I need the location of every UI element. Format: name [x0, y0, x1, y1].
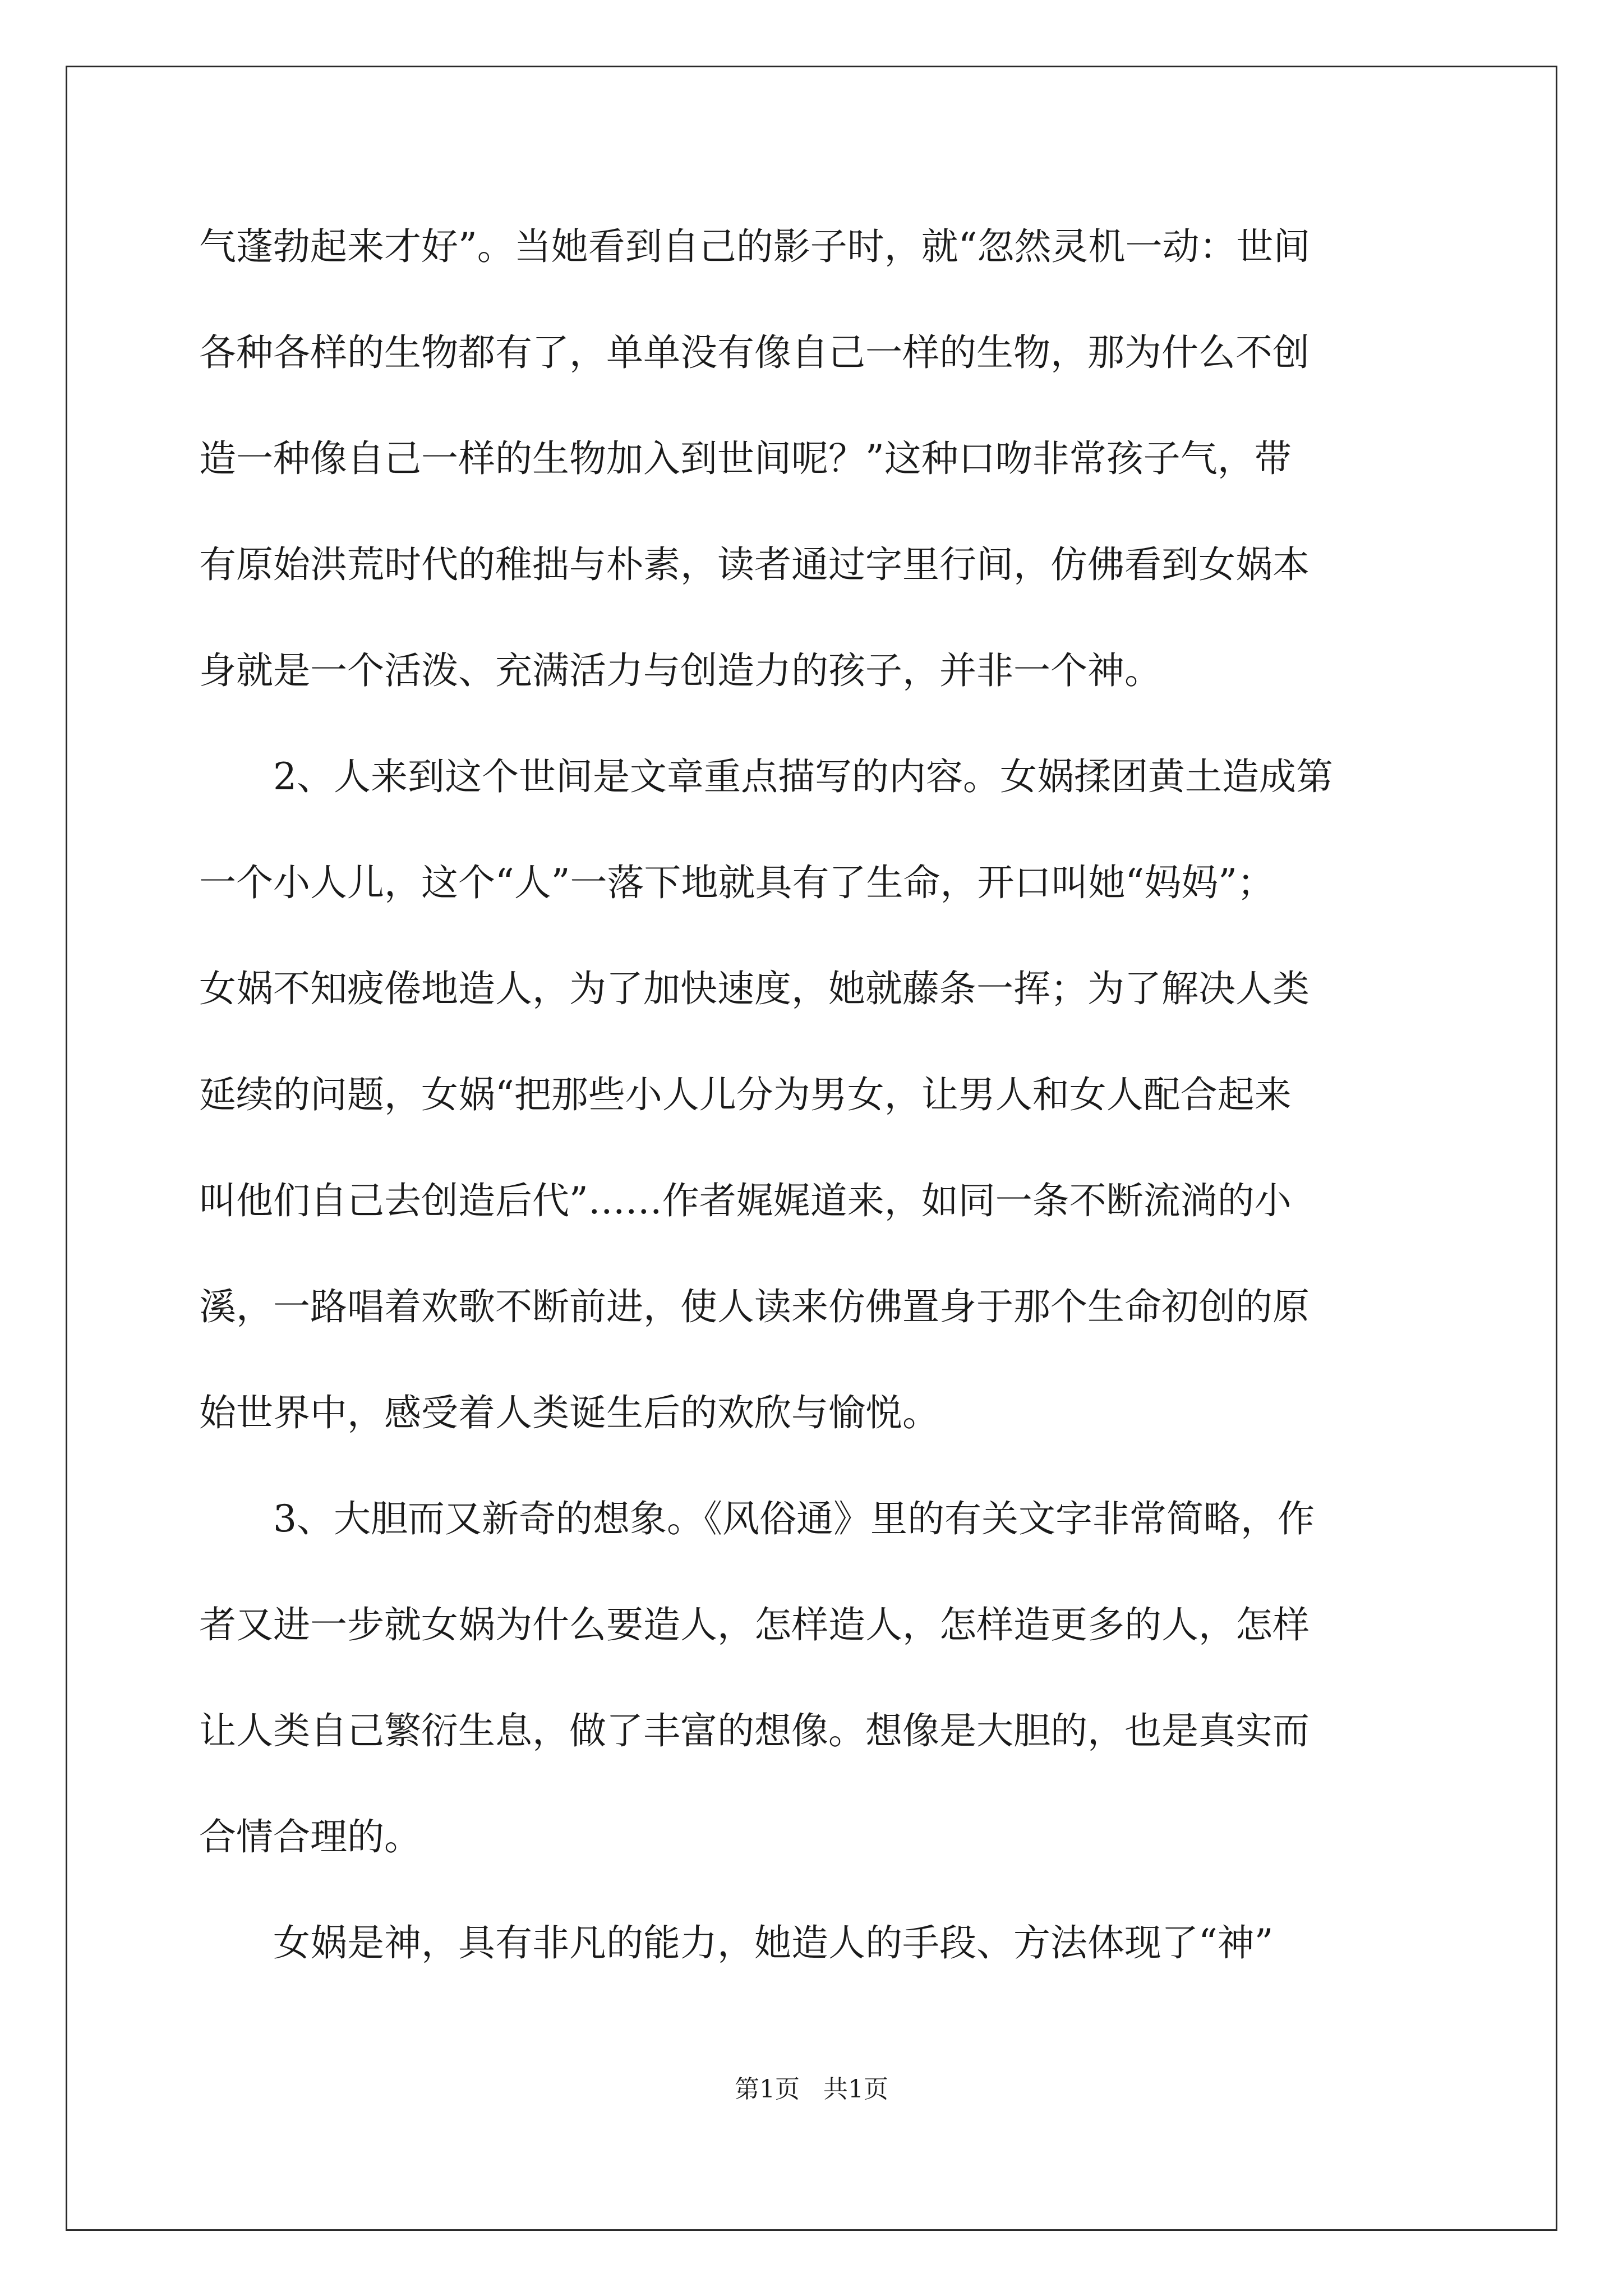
page-number-footer: 第1页 共1页	[735, 2075, 888, 2104]
text-line: 一个小人儿，这个“人”一落下地就具有了生命，开口叫她“妈妈”；	[199, 861, 1274, 904]
text-line: 造一种像自己一样的生物加入到世间呢？”这种口吻非常孩子气，带	[199, 437, 1292, 480]
text-line: 身就是一个活泼、充满活力与创造力的孩子，并非一个神。	[199, 649, 1161, 692]
text-line: 合情合理的。	[199, 1815, 421, 1858]
document-body	[199, 194, 1438, 1996]
text-line: 女娲不知疲倦地造人，为了加快速度，她就藤条一挥；为了解决人类	[199, 967, 1310, 1010]
paragraph-start-line: 3、大胆而又新奇的想象。《风俗通》里的有关文字非常简略，作	[273, 1497, 1315, 1540]
text-line: 始世界中，感受着人类诞生后的欢欣与愉悦。	[199, 1391, 939, 1434]
text-line: 让人类自己繁衍生息，做了丰富的想像。想像是大胆的，也是真实而	[199, 1709, 1310, 1752]
text-line: 延续的问题，女娲“把那些小人儿分为男女，让男人和女人配合起来	[199, 1073, 1292, 1116]
paragraph-start-line: 女娲是神，具有非凡的能力，她造人的手段、方法体现了“神”	[273, 1921, 1274, 1964]
text-line: 溪，一路唱着欢歌不断前进，使人读来仿佛置身于那个生命初创的原	[199, 1285, 1310, 1328]
text-line: 有原始洪荒时代的稚拙与朴素，读者通过字里行间，仿佛看到女娲本	[199, 543, 1310, 586]
text-line: 各种各样的生物都有了，单单没有像自己一样的生物，那为什么不创	[199, 331, 1310, 374]
paragraph-start-line: 2、人来到这个世间是文章重点描写的内容。女娲揉团黄土造成第	[273, 755, 1333, 798]
text-line: 者又进一步就女娲为什么要造人，怎样造人，怎样造更多的人，怎样	[199, 1603, 1310, 1646]
text-line: 气蓬勃起来才好”。当她看到自己的影子时，就“忽然灵机一动：世间	[199, 225, 1311, 268]
text-line: 叫他们自己去创造后代”……作者娓娓道来，如同一条不断流淌的小	[199, 1179, 1292, 1222]
